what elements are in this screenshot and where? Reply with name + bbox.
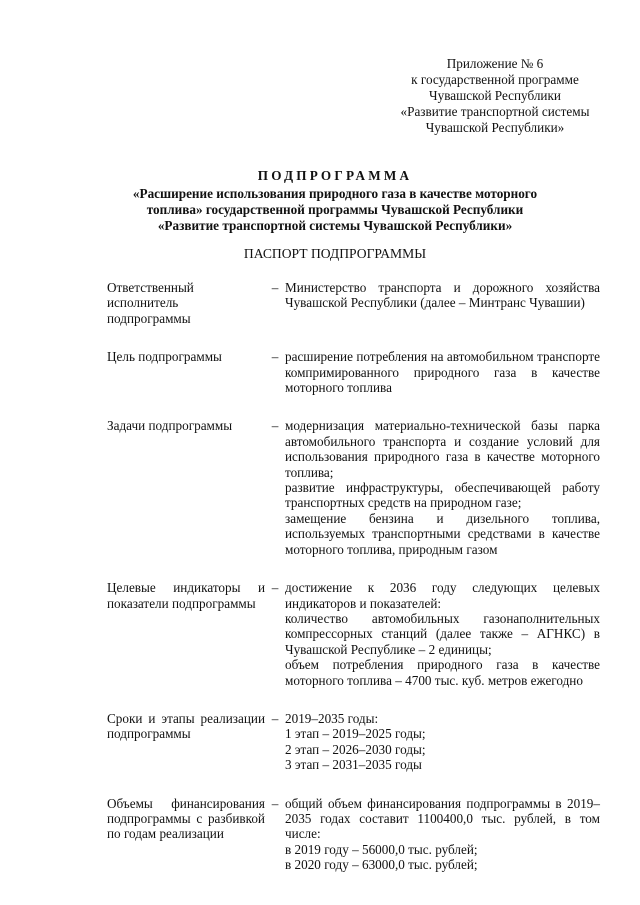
row-paragraph: объем потребления природного газа в качестве моторного топлива – 4700 тыс. куб. метров ежегодно — [285, 657, 600, 688]
passport-row-timeline — [107, 711, 600, 773]
passport-row-funding — [107, 796, 600, 873]
title-line: топлива» государственной программы Чувашской Республики — [146, 202, 524, 217]
row-paragraph: количество автомобильных газонаполнительных компрессорных станций (далее также – АГНКС) в Чувашской Республике – 2 единицы; — [285, 610, 600, 657]
passport-row-goal — [107, 349, 600, 395]
title-line: «Расширение использования природного газа в качестве моторного — [132, 186, 538, 201]
row-paragraph: достижение к 2036 году следующих целевых индикаторов и показателей: — [285, 580, 600, 611]
appendix-header — [380, 56, 610, 136]
row-dash: – — [271, 710, 279, 726]
passport-title: ПАСПОРТ ПОДПРОГРАММЫ — [243, 246, 427, 261]
row-value — [285, 580, 600, 688]
row-paragraph: замещение бензина и дизельного топлива, используемых транспортными средствами в качестве моторного топлива, природным газом — [285, 510, 600, 557]
passport-row-tasks — [107, 418, 600, 557]
row-value — [285, 711, 600, 773]
appendix-line: Чувашской Республики — [429, 88, 561, 103]
row-paragraph: в 2019 году – 56000,0 тыс. рублей; — [285, 841, 478, 857]
passport-row-indicators — [107, 580, 600, 688]
document-title — [100, 168, 570, 234]
appendix-line: Приложение № 6 — [446, 56, 544, 71]
row-label: Объемы финансирования подпрограммы с разбивкой по годам реализации — [107, 795, 265, 842]
row-paragraph: общий объем финансирования подпрограммы в 2019–2035 годах составит 1100400,0 тыс. рублей, в том числе: — [285, 795, 600, 842]
row-label: Цель подпрограммы — [107, 349, 222, 365]
row-paragraph: расширение потребления на автомобильном транспорте компримированного природного газа в качестве моторного топлива — [285, 349, 600, 396]
appendix-line: к государственной программе — [411, 72, 579, 87]
row-paragraph: 2 этап – 2026–2030 годы; — [285, 741, 426, 757]
row-value — [285, 418, 600, 557]
row-dash: – — [271, 418, 279, 434]
title-line: «Развитие транспортной системы Чувашской Республики» — [157, 218, 513, 233]
row-paragraph: развитие инфраструктуры, обеспечивающей работу транспортных средств на природном газе; — [285, 480, 600, 511]
row-dash: – — [271, 795, 279, 811]
row-label: Ответственный исполнитель подпрограммы — [107, 280, 194, 326]
row-paragraph: в 2020 году – 63000,0 тыс. рублей; — [285, 857, 478, 873]
passport-table — [107, 280, 600, 873]
row-value — [285, 349, 600, 395]
row-dash: – — [271, 349, 279, 365]
row-paragraph: 2019–2035 годы: — [285, 710, 379, 726]
row-dash: – — [271, 280, 279, 295]
row-value — [285, 796, 600, 873]
row-value — [285, 280, 600, 311]
appendix-line: Чувашской Республики» — [425, 120, 565, 135]
row-label: Сроки и этапы реализации подпрограммы — [107, 710, 265, 742]
row-paragraph: модернизация материально-технической базы парка автомобильного транспорта и создание условий для использования природного газа в качестве моторного топлива; — [285, 418, 600, 480]
row-label: Задачи подпрограммы — [107, 418, 233, 434]
passport-row-responsible — [107, 280, 600, 326]
row-paragraph: Министерство транспорта и дорожного хозяйства Чувашской Республики (далее – Минтранс Чувашии) — [285, 280, 600, 311]
appendix-line: «Развитие транспортной системы — [400, 104, 590, 119]
row-paragraph: 3 этап – 2031–2035 годы — [285, 757, 422, 773]
row-paragraph: 1 этап – 2019–2025 годы; — [285, 726, 426, 742]
title-word: ПОДПРОГРАММА — [257, 168, 413, 183]
row-dash: – — [271, 580, 279, 596]
row-label: Целевые индикаторы и показатели подпрограммы — [107, 580, 265, 611]
